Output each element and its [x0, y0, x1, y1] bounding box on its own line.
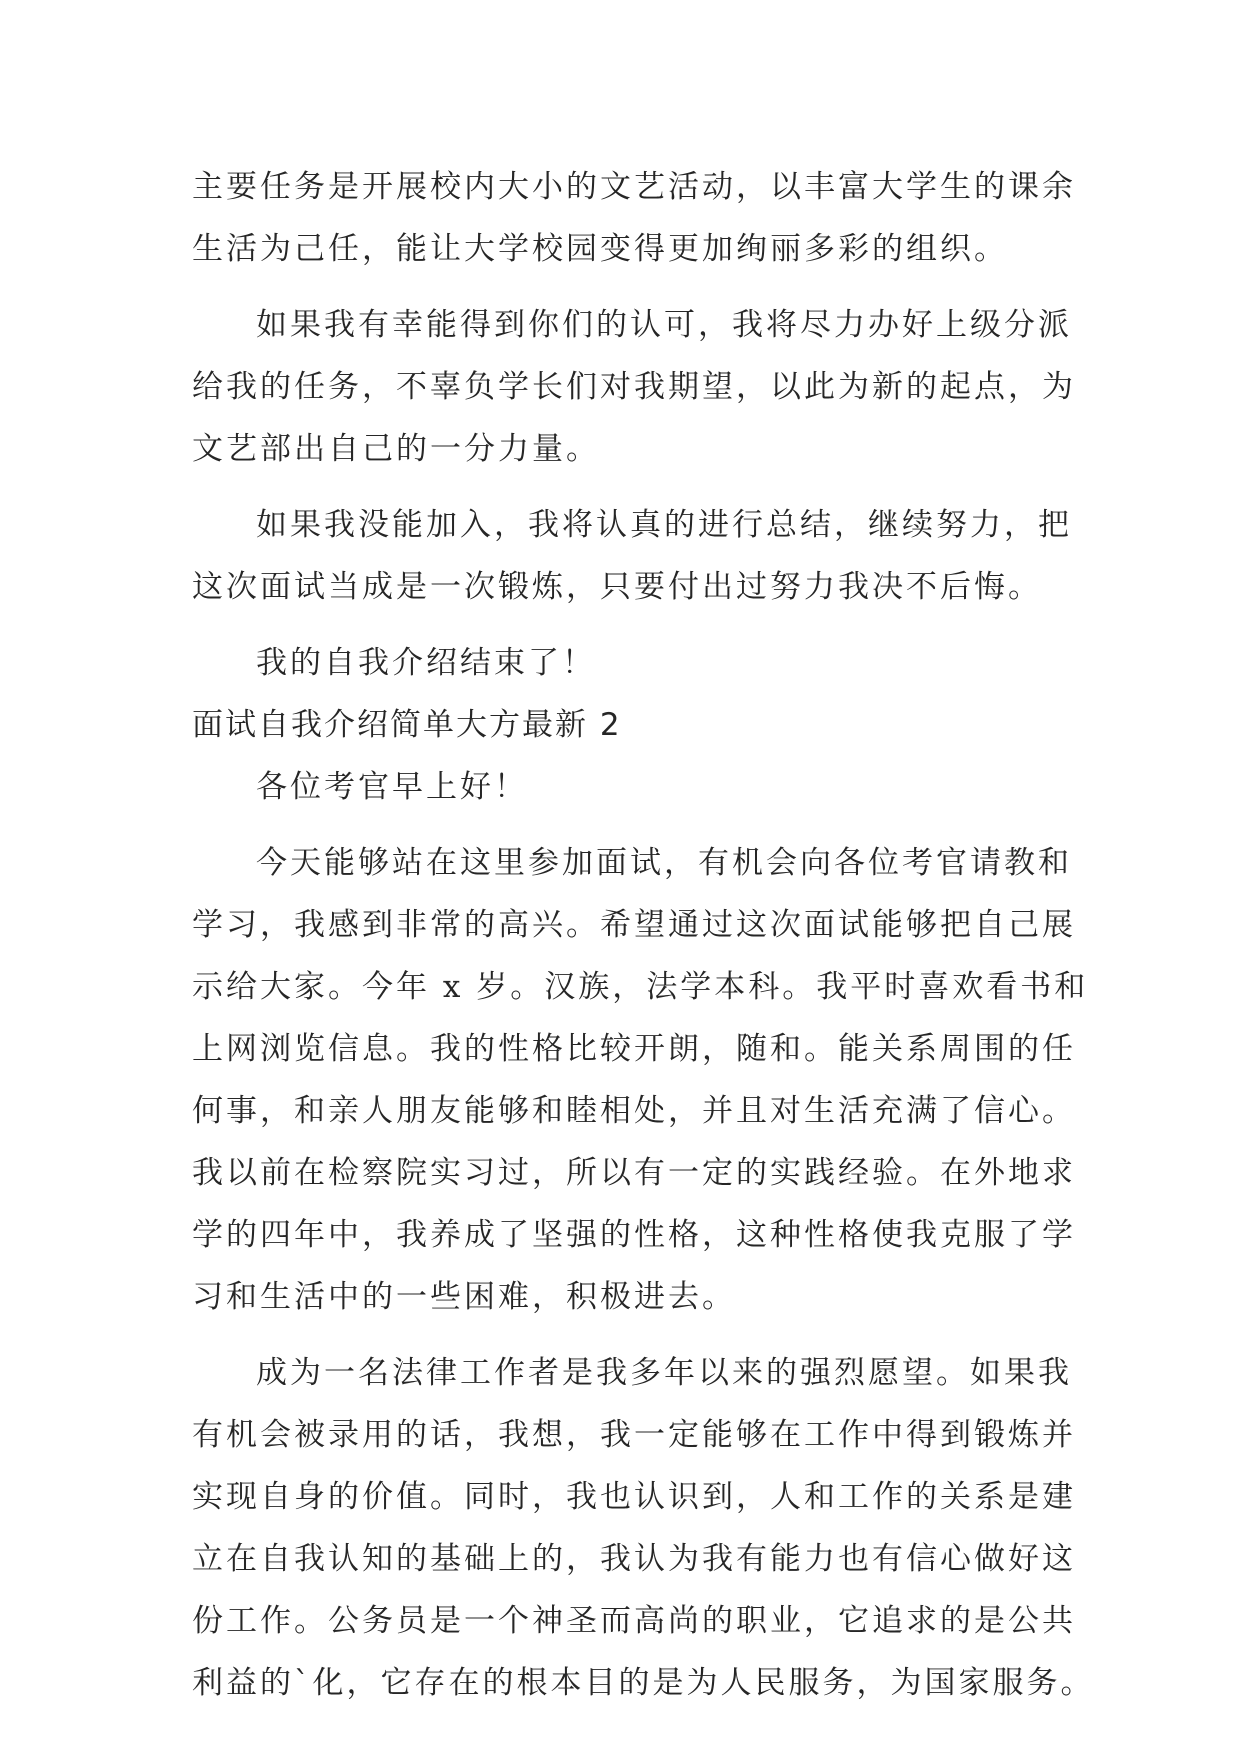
text-line: 利益的`化，它存在的根本目的是为人民服务，为国家服务。 [192, 1665, 1095, 1701]
paragraph-7 [192, 1342, 1095, 1714]
text-line: 文艺部出自己的一分力量。 [192, 431, 600, 467]
text-line: 成为一名法律工作者是我多年以来的强烈愿望。如果我 [256, 1355, 1072, 1391]
text-line: 立在自我认知的基础上的，我认为我有能力也有信心做好这 [192, 1541, 1076, 1577]
paragraph-2 [192, 294, 1076, 480]
text-line: 这次面试当成是一次锻炼，只要付出过努力我决不后悔。 [192, 569, 1042, 605]
text-line: 主要任务是开展校内大小的文艺活动，以丰富大学生的课余 [192, 169, 1076, 205]
paragraph-1 [192, 156, 1076, 280]
document-body [192, 156, 1095, 1714]
paragraph-3 [192, 494, 1072, 618]
text-line: 我的自我介绍结束了！ [256, 645, 596, 681]
greeting-paragraph [192, 756, 1058, 818]
text-line: 何事，和亲人朋友能够和睦相处，并且对生活充满了信心。 [192, 1093, 1076, 1129]
text-line: 如果我没能加入，我将认真的进行总结，继续努力，把 [256, 507, 1072, 543]
text-line: 习和生活中的一些困难，积极进去。 [192, 1279, 736, 1315]
text-line: 如果我有幸能得到你们的认可，我将尽力办好上级分派 [256, 307, 1072, 343]
paragraph-4 [192, 632, 1058, 694]
text-line: 示给大家。今年 x 岁。汉族，法学本科。我平时喜欢看书和 [192, 969, 1089, 1005]
text-line: 学的四年中，我养成了坚强的性格，这种性格使我克服了学 [192, 1217, 1076, 1253]
text-line: 学习，我感到非常的高兴。希望通过这次面试能够把自己展 [192, 907, 1076, 943]
text-line: 上网浏览信息。我的性格比较开朗，随和。能关系周围的任 [192, 1031, 1076, 1067]
section-title: 面试自我介绍简单大方最新 2 [192, 707, 622, 743]
text-line: 实现自身的价值。同时，我也认识到，人和工作的关系是建 [192, 1479, 1076, 1515]
text-line: 生活为己任，能让大学校园变得更加绚丽多彩的组织。 [192, 231, 1008, 267]
section-heading [192, 694, 1058, 756]
text-line: 份工作。公务员是一个神圣而高尚的职业，它追求的是公共 [192, 1603, 1076, 1639]
text-line: 给我的任务，不辜负学长们对我期望，以此为新的起点，为 [192, 369, 1076, 405]
paragraph-6 [192, 832, 1089, 1328]
text-line: 我以前在检察院实习过，所以有一定的实践经验。在外地求 [192, 1155, 1076, 1191]
text-line: 各位考官早上好！ [256, 769, 528, 805]
text-line: 今天能够站在这里参加面试，有机会向各位考官请教和 [256, 845, 1072, 881]
text-line: 有机会被录用的话，我想，我一定能够在工作中得到锻炼并 [192, 1417, 1076, 1453]
